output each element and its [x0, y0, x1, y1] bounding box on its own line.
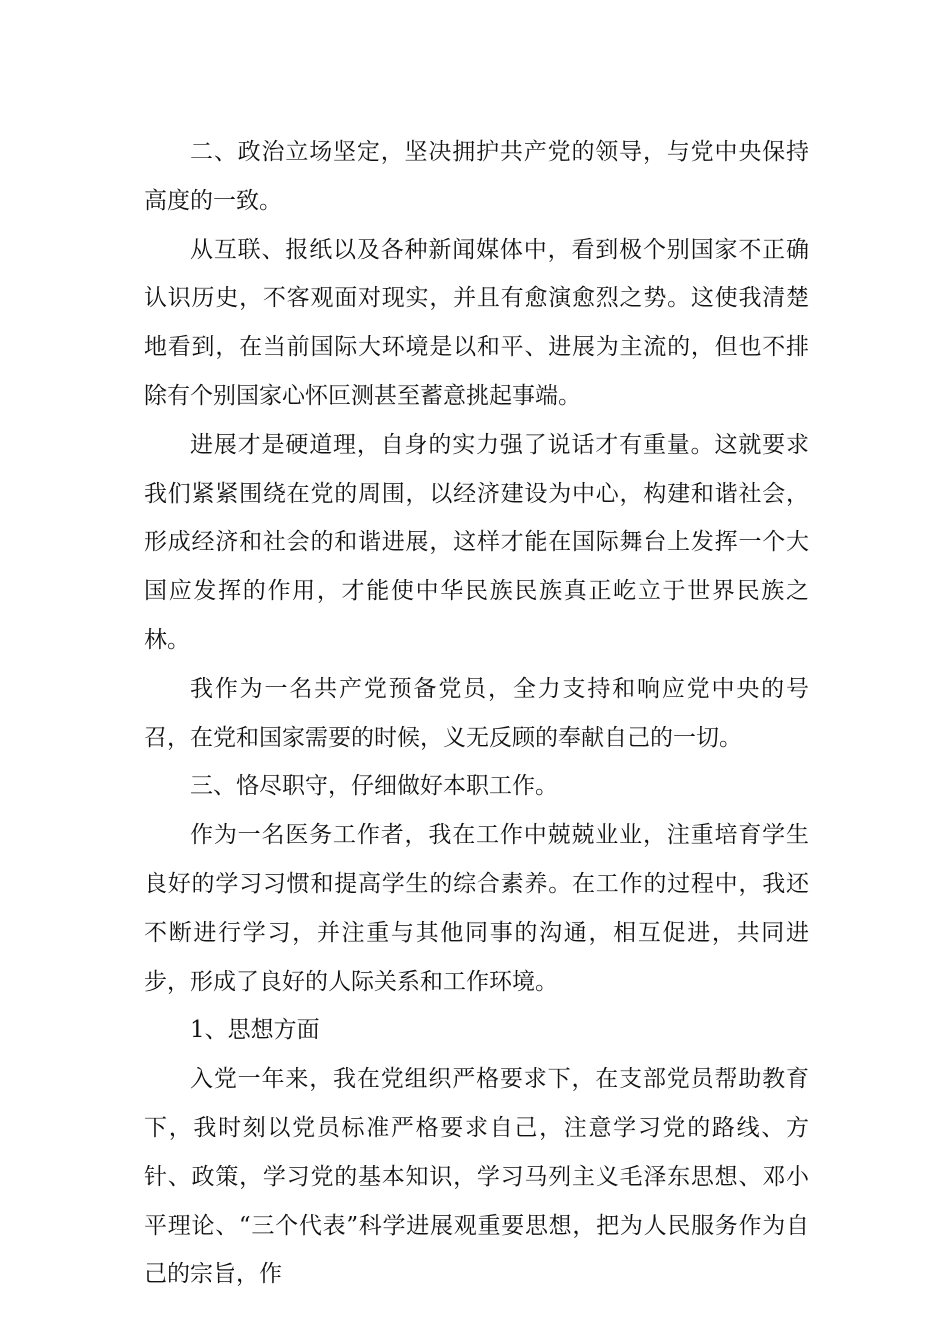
subsection-heading-ideology: 1、思想方面 — [190, 1017, 320, 1044]
body-paragraph: 从互联、报纸以及各种新闻媒体中，看到极个别国家不正确认识历史，不客观面对现实，并且有愈演愈烈之势。这使我清楚地看到，在当前国际大环境是以和平、进展为主流的，但也不排除有个别国家心怀叵测甚至蓄意挑起事端。 — [144, 236, 809, 409]
body-paragraph: 入党一年来，我在党组织严格要求下，在支部党员帮助教育下，我时刻以党员标准严格要求自己，注意学习党的路线、方针、政策，学习党的基本知识，学习马列主义毛泽东思想、邓小平理论、“三个代表”科学进展观重要思想，把为人民服务作为自己的宗旨，作 — [144, 1066, 809, 1288]
section-heading-political-stance: 二、政治立场坚定，坚决拥护共产党的领导，与党中央保持高度的一致。 — [144, 139, 809, 214]
section-heading-duty: 三、恪尽职守，仔细做好本职工作。 — [190, 773, 558, 800]
body-paragraph: 作为一名医务工作者，我在工作中兢兢业业，注重培育学生良好的学习习惯和提高学生的综合素养。在工作的过程中，我还不断进行学习，并注重与其他同事的沟通，相互促进，共同进步，形成了良好的人际关系和工作环境。 — [144, 822, 809, 995]
body-paragraph: 进展才是硬道理，自身的实力强了说话才有重量。这就要求我们紧紧围绕在党的周围，以经济建设为中心，构建和谐社会，形成经济和社会的和谐进展，这样才能在国际舞台上发挥一个大国应发挥的作用，才能使中华民族民族真正屹立于世界民族之林。 — [144, 431, 809, 653]
body-paragraph: 我作为一名共产党预备党员，全力支持和响应党中央的号召，在党和国家需要的时候，义无反顾的奉献自己的一切。 — [144, 675, 809, 751]
document-body — [144, 128, 809, 1299]
